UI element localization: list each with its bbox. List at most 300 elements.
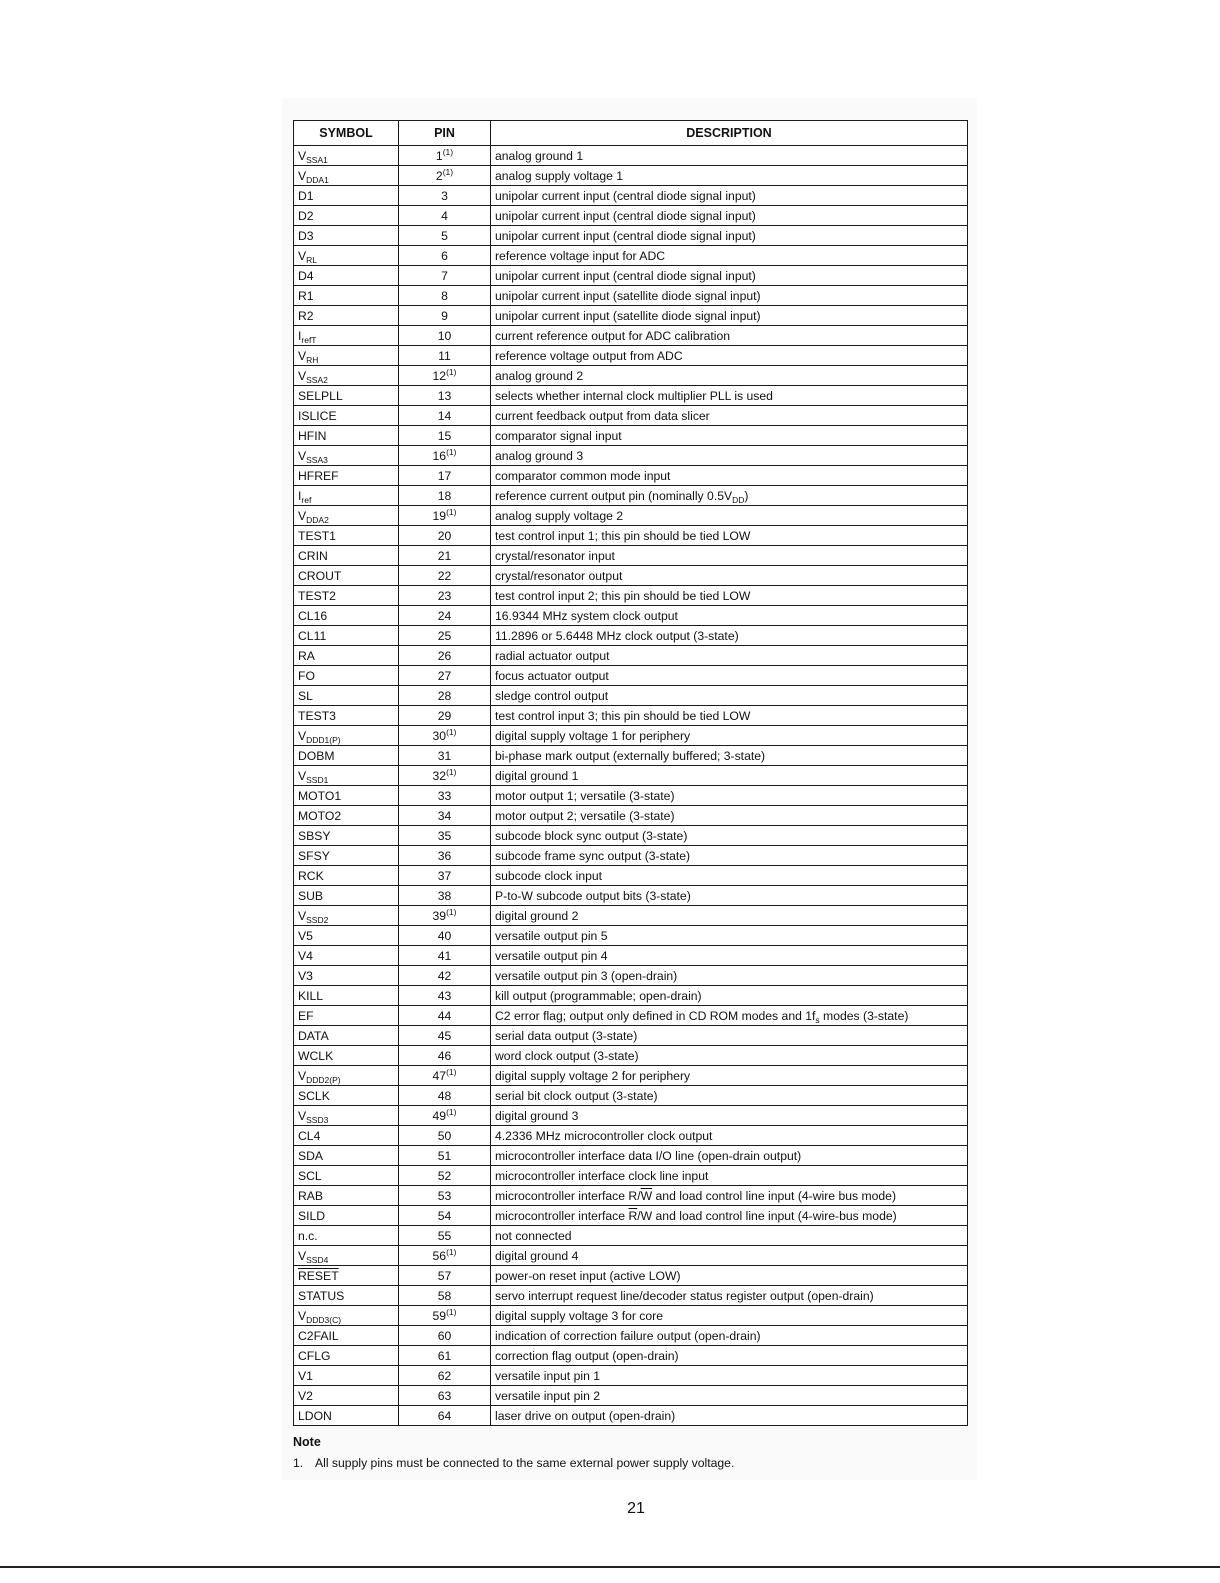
symbol-cell xyxy=(294,726,399,746)
symbol-text: V4 xyxy=(298,948,313,963)
description-cell xyxy=(491,766,968,786)
symbol-subscript: SSA3 xyxy=(306,454,328,465)
description-cell xyxy=(491,386,968,406)
symbol-cell xyxy=(294,366,399,386)
description-cell xyxy=(491,626,968,646)
description-cell xyxy=(491,1266,968,1286)
table-row xyxy=(294,1266,968,1286)
description-cell xyxy=(491,986,968,1006)
table-row xyxy=(294,806,968,826)
description-text-suffix: and load control line input (4-wire bus mode) xyxy=(652,1188,897,1203)
symbol-cell xyxy=(294,226,399,246)
symbol-text: V2 xyxy=(298,1388,313,1403)
symbol-text: TEST1 xyxy=(298,528,336,543)
symbol-text: SCL xyxy=(298,1168,322,1183)
description-cell xyxy=(491,1286,968,1306)
symbol-text: SFSY xyxy=(298,848,330,863)
description-cell xyxy=(491,1086,968,1106)
description-text: test control input 1; this pin should be tied LOW xyxy=(495,528,751,543)
pin-cell xyxy=(399,746,491,766)
symbol-cell xyxy=(294,1126,399,1146)
pin-number: 56 xyxy=(432,1248,447,1263)
table-row xyxy=(294,566,968,586)
pin-number: 58 xyxy=(437,1288,452,1303)
description-cell xyxy=(491,1366,968,1386)
pin-number: 25 xyxy=(437,628,452,643)
symbol-subscript: SSA1 xyxy=(306,154,328,165)
pin-number: 37 xyxy=(437,868,452,883)
description-cell xyxy=(491,506,968,526)
symbol-cell xyxy=(294,346,399,366)
pin-note-reference: (1) xyxy=(442,146,454,157)
description-cell xyxy=(491,1186,968,1206)
symbol-text: RESET xyxy=(298,1268,339,1283)
pin-cell xyxy=(399,946,491,966)
description-cell xyxy=(491,346,968,366)
symbol-text: CROUT xyxy=(298,568,342,583)
pin-cell xyxy=(399,366,491,386)
pin-cell xyxy=(399,286,491,306)
symbol-text: LDON xyxy=(298,1408,332,1423)
pin-cell xyxy=(399,1166,491,1186)
description-text: analog ground 3 xyxy=(495,448,584,463)
symbol-text: CFLG xyxy=(298,1348,331,1363)
description-text: correction flag output (open-drain) xyxy=(495,1348,679,1363)
table-row xyxy=(294,906,968,926)
pin-number: 35 xyxy=(437,828,452,843)
description-text: analog ground 1 xyxy=(495,148,584,163)
table-row xyxy=(294,206,968,226)
description-text: digital supply voltage 3 for core xyxy=(495,1308,664,1323)
pin-number: 44 xyxy=(437,1008,452,1023)
symbol-subscript: DDA2 xyxy=(306,514,329,525)
description-text: serial data output (3-state) xyxy=(495,1028,638,1043)
description-text: unipolar current input (central diode signal input) xyxy=(495,208,756,223)
symbol-cell xyxy=(294,546,399,566)
symbol-cell xyxy=(294,326,399,346)
symbol-text: V xyxy=(298,448,307,463)
symbol-cell xyxy=(294,1066,399,1086)
description-cell xyxy=(491,706,968,726)
symbol-subscript: SSA2 xyxy=(306,374,328,385)
pin-number: 47 xyxy=(432,1068,447,1083)
description-column-header: DESCRIPTION xyxy=(491,121,968,146)
pin-cell xyxy=(399,346,491,366)
table-row xyxy=(294,926,968,946)
description-text: bi-phase mark output (externally buffered; 3-state) xyxy=(495,748,766,763)
description-cell xyxy=(491,206,968,226)
table-row xyxy=(294,886,968,906)
symbol-text: SBSY xyxy=(298,828,331,843)
description-cell xyxy=(491,1106,968,1126)
description-text: versatile output pin 3 (open-drain) xyxy=(495,968,678,983)
pin-note-reference: (1) xyxy=(446,766,457,777)
table-row xyxy=(294,146,968,166)
description-cell xyxy=(491,806,968,826)
pin-cell xyxy=(399,786,491,806)
description-cell xyxy=(491,186,968,206)
pin-note-reference: (1) xyxy=(446,726,457,737)
pin-cell xyxy=(399,446,491,466)
pin-number: 61 xyxy=(437,1348,452,1363)
symbol-text: SL xyxy=(298,688,313,703)
table-row xyxy=(294,966,968,986)
pin-number: 13 xyxy=(437,388,452,403)
table-row xyxy=(294,606,968,626)
pin-number: 5 xyxy=(441,228,448,243)
pin-number: 6 xyxy=(441,248,448,263)
description-cell xyxy=(491,746,968,766)
symbol-cell xyxy=(294,206,399,226)
description-cell xyxy=(491,226,968,246)
pin-cell xyxy=(399,826,491,846)
pin-cell xyxy=(399,566,491,586)
symbol-text: V xyxy=(298,908,307,923)
pin-cell xyxy=(399,1046,491,1066)
pin-cell xyxy=(399,806,491,826)
table-row xyxy=(294,626,968,646)
pin-number: 31 xyxy=(437,748,452,763)
table-row xyxy=(294,286,968,306)
description-text: power-on reset input (active LOW) xyxy=(495,1268,681,1283)
pin-cell xyxy=(399,1386,491,1406)
symbol-text: n.c. xyxy=(298,1228,318,1243)
symbol-cell xyxy=(294,1346,399,1366)
pin-column-header: PIN xyxy=(399,121,491,146)
pin-note-reference: (1) xyxy=(446,1066,457,1077)
description-text: digital ground 3 xyxy=(495,1108,579,1123)
symbol-subscript: SSD4 xyxy=(306,1254,329,1265)
description-text: versatile output pin 5 xyxy=(495,928,608,943)
description-text-suffix: ) xyxy=(744,488,749,503)
symbol-text: SUB xyxy=(298,888,324,903)
pin-number: 26 xyxy=(437,648,452,663)
symbol-text: C2FAIL xyxy=(298,1328,339,1343)
symbol-subscript: SSD2 xyxy=(306,914,329,925)
table-row xyxy=(294,1226,968,1246)
pin-cell xyxy=(399,1306,491,1326)
table-row xyxy=(294,506,968,526)
description-cell xyxy=(491,1026,968,1046)
pin-cell xyxy=(399,626,491,646)
description-text: motor output 2; versatile (3-state) xyxy=(495,808,675,823)
pin-cell xyxy=(399,146,491,166)
description-cell xyxy=(491,546,968,566)
symbol-cell xyxy=(294,966,399,986)
pin-note-reference: (1) xyxy=(442,166,454,177)
pin-cell xyxy=(399,726,491,746)
pin-number: 34 xyxy=(437,808,452,823)
symbol-cell xyxy=(294,1266,399,1286)
pin-number: 42 xyxy=(437,968,452,983)
description-cell xyxy=(491,966,968,986)
pin-number: 16 xyxy=(432,448,447,463)
pin-number: 21 xyxy=(437,548,452,563)
table-row xyxy=(294,1306,968,1326)
pin-note-reference: (1) xyxy=(446,366,457,377)
description-overline-text: $\overline{R}$ xyxy=(628,1208,638,1223)
description-cell xyxy=(491,1246,968,1266)
table-row xyxy=(294,986,968,1006)
pin-cell xyxy=(399,1286,491,1306)
table-row xyxy=(294,1366,968,1386)
description-subscript: s xyxy=(815,1014,820,1025)
note-text: All supply pins must be connected to the same external power supply voltage. xyxy=(315,1456,735,1470)
symbol-cell xyxy=(294,866,399,886)
pin-cell xyxy=(399,1226,491,1246)
symbol-cell xyxy=(294,266,399,286)
description-cell xyxy=(491,686,968,706)
pin-number: 11 xyxy=(438,348,451,363)
description-cell xyxy=(491,886,968,906)
symbol-text: RAB xyxy=(298,1188,324,1203)
table-row xyxy=(294,1066,968,1086)
table-row xyxy=(294,166,968,186)
pin-cell xyxy=(399,706,491,726)
symbol-subscript: DDD1(P) xyxy=(306,734,341,745)
description-cell xyxy=(491,566,968,586)
pin-cell xyxy=(399,646,491,666)
symbol-cell xyxy=(294,246,399,266)
description-text: 11.2896 or 5.6448 MHz clock output (3-state) xyxy=(495,628,739,643)
symbol-text: WCLK xyxy=(298,1048,334,1063)
symbol-text: RA xyxy=(298,648,315,663)
description-text: unipolar current input (central diode signal input) xyxy=(495,188,756,203)
table-row xyxy=(294,526,968,546)
pin-number: 17 xyxy=(437,468,452,483)
symbol-cell xyxy=(294,986,399,1006)
pin-cell xyxy=(399,1086,491,1106)
symbol-subscript: DDD2(P) xyxy=(306,1074,341,1085)
table-row xyxy=(294,446,968,466)
symbol-cell xyxy=(294,186,399,206)
description-text: unipolar current input (central diode signal input) xyxy=(495,268,756,283)
pin-cell xyxy=(399,1346,491,1366)
symbol-text: TEST2 xyxy=(298,588,336,603)
symbol-text: SCLK xyxy=(298,1088,330,1103)
description-text: crystal/resonator input xyxy=(495,548,615,563)
description-cell xyxy=(491,666,968,686)
pin-cell xyxy=(399,226,491,246)
description-cell xyxy=(491,946,968,966)
pin-number: 63 xyxy=(437,1388,452,1403)
pin-number: 45 xyxy=(437,1028,452,1043)
symbol-cell xyxy=(294,646,399,666)
description-cell xyxy=(491,1046,968,1066)
pin-description-table xyxy=(293,120,968,1426)
description-cell xyxy=(491,726,968,746)
pin-number: 19 xyxy=(432,508,447,523)
pin-number: 48 xyxy=(437,1088,452,1103)
pin-cell xyxy=(399,466,491,486)
pin-number: 22 xyxy=(437,568,452,583)
symbol-cell xyxy=(294,466,399,486)
pin-number: 29 xyxy=(437,708,452,723)
description-cell xyxy=(491,426,968,446)
pin-cell xyxy=(399,966,491,986)
pin-cell xyxy=(399,606,491,626)
pin-cell xyxy=(399,986,491,1006)
description-text: microcontroller interface data I/O line (open-drain output) xyxy=(495,1148,802,1163)
description-text: comparator common mode input xyxy=(495,468,671,483)
note-item xyxy=(293,1456,734,1470)
description-cell xyxy=(491,266,968,286)
pin-number: 4 xyxy=(441,208,448,223)
description-text: current reference output for ADC calibration xyxy=(495,328,731,343)
pin-number: 18 xyxy=(437,488,452,503)
pin-number: 57 xyxy=(437,1268,452,1283)
table-row xyxy=(294,1386,968,1406)
symbol-cell xyxy=(294,1386,399,1406)
symbol-subscript: RH xyxy=(306,354,319,365)
description-text: sledge control output xyxy=(495,688,609,703)
pin-cell xyxy=(399,246,491,266)
symbol-cell xyxy=(294,666,399,686)
description-text: digital supply voltage 1 for periphery xyxy=(495,728,691,743)
symbol-cell xyxy=(294,566,399,586)
symbol-cell xyxy=(294,1086,399,1106)
table-body xyxy=(294,146,968,1426)
pin-number: 7 xyxy=(441,268,448,283)
symbol-text: V3 xyxy=(298,968,313,983)
pin-note-reference: (1) xyxy=(446,1306,457,1317)
description-text: versatile input pin 2 xyxy=(495,1388,601,1403)
symbol-cell xyxy=(294,1186,399,1206)
pin-number: 23 xyxy=(437,588,452,603)
symbol-cell xyxy=(294,306,399,326)
description-text: crystal/resonator output xyxy=(495,568,623,583)
symbol-cell xyxy=(294,926,399,946)
pin-note-reference: (1) xyxy=(446,906,457,917)
description-text: P-to-W subcode output bits (3-state) xyxy=(495,888,691,903)
pin-cell xyxy=(399,506,491,526)
symbol-text: FO xyxy=(298,668,315,683)
description-cell xyxy=(491,826,968,846)
pin-number: 60 xyxy=(437,1328,452,1343)
description-text: versatile output pin 4 xyxy=(495,948,608,963)
description-cell xyxy=(491,366,968,386)
pin-note-reference: (1) xyxy=(446,446,457,457)
symbol-text: V xyxy=(298,368,307,383)
description-text: analog ground 2 xyxy=(495,368,584,383)
description-text: kill output (programmable; open-drain) xyxy=(495,988,702,1003)
symbol-text: SILD xyxy=(298,1208,326,1223)
symbol-cell xyxy=(294,526,399,546)
description-text: servo interrupt request line/decoder status register output (open-drain) xyxy=(495,1288,874,1303)
symbol-cell xyxy=(294,506,399,526)
symbol-text: D3 xyxy=(298,228,314,243)
symbol-text: R2 xyxy=(298,308,314,323)
table-row xyxy=(294,1026,968,1046)
description-text: 4.2336 MHz microcontroller clock output xyxy=(495,1128,713,1143)
table-row xyxy=(294,1346,968,1366)
symbol-text: HFREF xyxy=(298,468,339,483)
symbol-cell xyxy=(294,1006,399,1026)
description-text: digital ground 1 xyxy=(495,768,579,783)
table-row xyxy=(294,1246,968,1266)
table-row xyxy=(294,486,968,506)
table-row xyxy=(294,226,968,246)
pin-cell xyxy=(399,1246,491,1266)
table-row xyxy=(294,386,968,406)
description-cell xyxy=(491,146,968,166)
description-text: word clock output (3-state) xyxy=(495,1048,639,1063)
description-text: serial bit clock output (3-state) xyxy=(495,1088,658,1103)
description-text: analog supply voltage 1 xyxy=(495,168,624,183)
symbol-text: R1 xyxy=(298,288,314,303)
description-text: 16.9344 MHz system clock output xyxy=(495,608,678,623)
symbol-cell xyxy=(294,426,399,446)
table-row xyxy=(294,946,968,966)
description-cell xyxy=(491,1206,968,1226)
description-text: selects whether internal clock multiplier PLL is used xyxy=(495,388,773,403)
symbol-text: V xyxy=(298,728,307,743)
symbol-cell xyxy=(294,906,399,926)
symbol-cell xyxy=(294,746,399,766)
symbol-subscript: DDA1 xyxy=(306,174,329,185)
pin-cell xyxy=(399,1146,491,1166)
symbol-text: V5 xyxy=(298,928,313,943)
symbol-cell xyxy=(294,1366,399,1386)
pin-number: 8 xyxy=(441,288,448,303)
pin-number: 33 xyxy=(437,788,452,803)
table-row xyxy=(294,766,968,786)
pin-note-reference: (1) xyxy=(446,506,457,517)
description-text: analog supply voltage 2 xyxy=(495,508,624,523)
description-text: test control input 2; this pin should be tied LOW xyxy=(495,588,751,603)
pin-note-reference: (1) xyxy=(446,1246,457,1257)
pin-cell xyxy=(399,1406,491,1426)
description-cell xyxy=(491,606,968,626)
pin-number: 3 xyxy=(441,188,448,203)
pin-number: 24 xyxy=(437,608,452,623)
pin-cell xyxy=(399,546,491,566)
pin-number: 50 xyxy=(437,1128,452,1143)
symbol-text: V xyxy=(298,768,307,783)
symbol-cell xyxy=(294,486,399,506)
table-row xyxy=(294,186,968,206)
pin-cell xyxy=(399,1366,491,1386)
pin-cell xyxy=(399,326,491,346)
description-overline-text: $\overline{W}$ xyxy=(640,1188,653,1203)
table-row xyxy=(294,826,968,846)
symbol-text: V xyxy=(298,1248,307,1263)
symbol-text: CL4 xyxy=(298,1128,321,1143)
symbol-text: V xyxy=(298,1308,307,1323)
pin-number: 9 xyxy=(441,308,448,323)
table-row xyxy=(294,1406,968,1426)
symbol-cell xyxy=(294,606,399,626)
symbol-text: DOBM xyxy=(298,748,335,763)
pin-cell xyxy=(399,886,491,906)
description-cell xyxy=(491,306,968,326)
pin-number: 15 xyxy=(437,428,452,443)
description-text: laser drive on output (open-drain) xyxy=(495,1408,676,1423)
table-row xyxy=(294,1106,968,1126)
symbol-text: SDA xyxy=(298,1148,324,1163)
pin-number: 46 xyxy=(437,1048,452,1063)
pin-cell xyxy=(399,586,491,606)
symbol-cell xyxy=(294,1146,399,1166)
description-cell xyxy=(491,846,968,866)
table-row xyxy=(294,786,968,806)
table-row xyxy=(294,326,968,346)
description-cell xyxy=(491,286,968,306)
pin-cell xyxy=(399,926,491,946)
description-cell xyxy=(491,1326,968,1346)
pin-cell xyxy=(399,306,491,326)
pin-number: 49 xyxy=(432,1108,447,1123)
